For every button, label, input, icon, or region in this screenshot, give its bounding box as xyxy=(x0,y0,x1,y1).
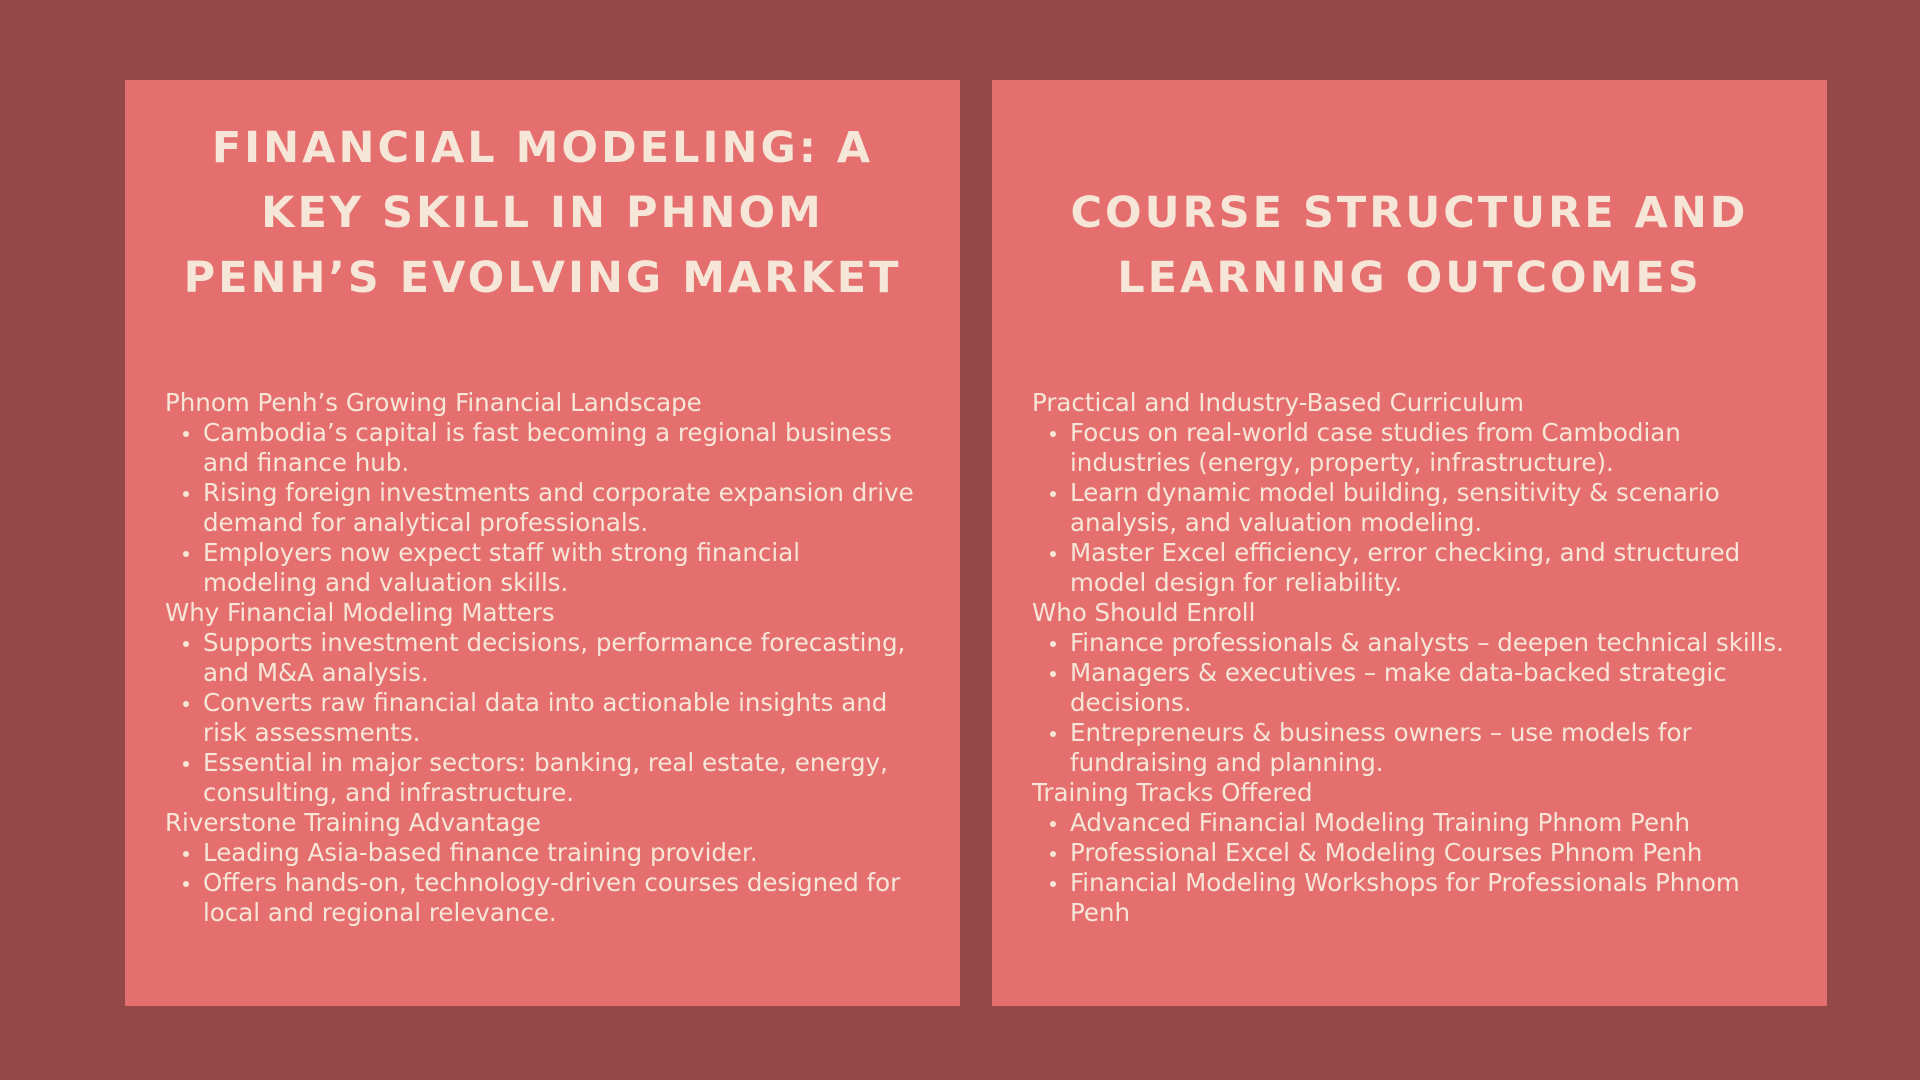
section xyxy=(1032,388,1787,598)
bullet-list xyxy=(1032,418,1787,598)
section xyxy=(165,388,920,598)
bullet-item: Finance professionals & analysts – deepen technical skills. xyxy=(1070,628,1787,658)
section xyxy=(165,598,920,808)
section-heading: Phnom Penh’s Growing Financial Landscape xyxy=(165,388,702,417)
section-heading: Training Tracks Offered xyxy=(1032,778,1313,807)
left-panel-title: FINANCIAL MODELING: A KEY SKILL IN PHNOM PENH’S EVOLVING MARKET xyxy=(183,123,902,303)
right-panel-title xyxy=(1032,116,1787,376)
bullet-item: Entrepreneurs & business owners – use models for fundraising and planning. xyxy=(1070,718,1787,778)
bullet-list xyxy=(165,838,920,928)
bullet-item: Advanced Financial Modeling Training Phnom Penh xyxy=(1070,808,1787,838)
bullet-item: Rising foreign investments and corporate expansion drive demand for analytical professionals. xyxy=(203,478,920,538)
bullet-item: Employers now expect staff with strong financial modeling and valuation skills. xyxy=(203,538,920,598)
bullet-list xyxy=(1032,628,1787,778)
bullet-item: Leading Asia-based finance training provider. xyxy=(203,838,920,868)
bullet-item: Financial Modeling Workshops for Professionals Phnom Penh xyxy=(1070,868,1787,928)
left-panel xyxy=(125,80,960,1006)
section-heading: Riverstone Training Advantage xyxy=(165,808,541,837)
right-panel-content xyxy=(1032,388,1787,928)
section-heading: Who Should Enroll xyxy=(1032,598,1256,627)
section xyxy=(1032,778,1787,928)
section xyxy=(165,808,920,928)
bullet-item: Essential in major sectors: banking, real estate, energy, consulting, and infrastructure. xyxy=(203,748,920,808)
bullet-item: Professional Excel & Modeling Courses Phnom Penh xyxy=(1070,838,1787,868)
bullet-item: Cambodia’s capital is fast becoming a regional business and finance hub. xyxy=(203,418,920,478)
bullet-item: Learn dynamic model building, sensitivity & scenario analysis, and valuation modeling. xyxy=(1070,478,1787,538)
bullet-item: Converts raw financial data into actionable insights and risk assessments. xyxy=(203,688,920,748)
bullet-item: Offers hands-on, technology-driven courses designed for local and regional relevance. xyxy=(203,868,920,928)
bullet-item: Managers & executives – make data-backed strategic decisions. xyxy=(1070,658,1787,718)
bullet-list xyxy=(165,418,920,598)
left-panel-content xyxy=(165,388,920,928)
section xyxy=(1032,598,1787,778)
section-heading: Practical and Industry-Based Curriculum xyxy=(1032,388,1524,417)
bullet-item: Focus on real-world case studies from Cambodian industries (energy, property, infrastructure). xyxy=(1070,418,1787,478)
right-panel xyxy=(992,80,1827,1006)
bullet-list xyxy=(165,628,920,808)
bullet-list xyxy=(1032,808,1787,928)
right-panel-title-text: COURSE STRUCTURE AND LEARNING OUTCOMES xyxy=(1070,188,1749,303)
bullet-item: Supports investment decisions, performance forecasting, and M&A analysis. xyxy=(203,628,920,688)
section-heading: Why Financial Modeling Matters xyxy=(165,598,555,627)
bullet-item: Master Excel efficiency, error checking, and structured model design for reliability. xyxy=(1070,538,1787,598)
